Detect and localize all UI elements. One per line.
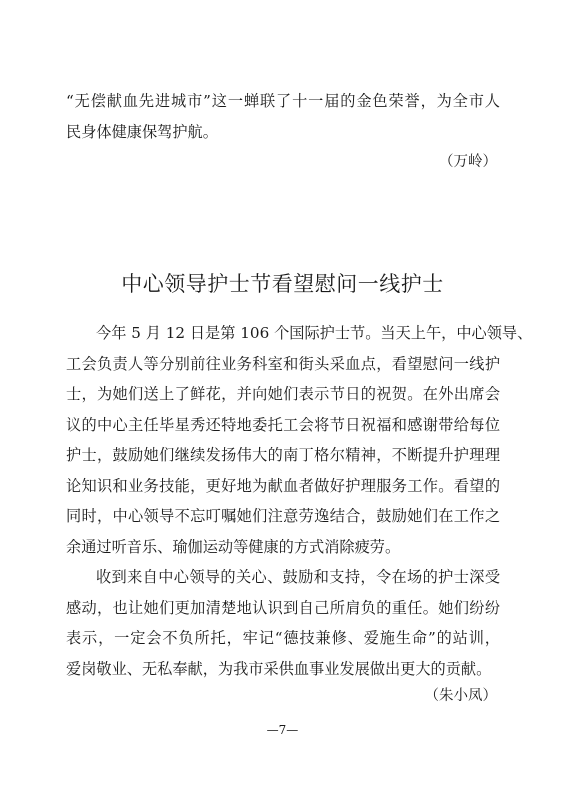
article-paragraph-2: [66, 562, 500, 684]
paragraph-line: “无偿献血先进城市”这一蝉联了十一届的金色荣誉，为全市人: [66, 92, 500, 110]
paragraph-line: 民身体健康保驾护航。: [66, 122, 218, 141]
article-author: （朱小凤）: [424, 688, 497, 704]
paragraph-line: 表示，一定会不负所托，牢记“德技兼修、爱施生命”的站训，: [66, 629, 500, 647]
article-title: 中心领导护士节看望慰问一线护士: [121, 272, 444, 296]
paragraph-line: 议的中心主任毕星秀还特地委托工会将节日祝福和感谢带给每位: [66, 415, 500, 434]
paragraph-line: 感动，也让她们更加清楚地认识到自己所肩负的重任。她们纷纷: [66, 598, 500, 617]
paragraph-line: 士，为她们送上了鲜花，并向她们表示节日的祝贺。在外出席会: [66, 385, 500, 403]
paragraph-line: 今年 5 月 12 日是第 106 个国际护士节。当天上午，中心领导、: [96, 324, 533, 342]
paragraph-line: 论知识和业务技能，更好地为献血者做好护理服务工作。看望的: [66, 476, 500, 495]
paragraph-line: 收到来自中心领导的关心、鼓励和支持，令在场的护士深受: [96, 568, 500, 586]
previous-article-author: （万岭）: [439, 154, 497, 170]
paragraph-line: 同时，中心领导不忘叮嘱她们注意劳逸结合，鼓励她们在工作之: [66, 507, 500, 525]
paragraph-line: 工会负责人等分别前往业务科室和街头采血点，看望慰问一线护: [66, 354, 500, 373]
previous-article-paragraph: [66, 86, 500, 147]
page-number: —7—: [266, 723, 299, 737]
paragraph-line: 余通过听音乐、瑜伽运动等健康的方式消除疲劳。: [66, 537, 401, 556]
article-paragraph-1: [66, 318, 533, 562]
paragraph-line: 护士，鼓励她们继续发扬伟大的南丁格尔精神，不断提升护理理: [66, 446, 500, 464]
paragraph-line: 爱岗敬业、无私奉献，为我市采供血事业发展做出更大的贡献。: [66, 659, 492, 678]
